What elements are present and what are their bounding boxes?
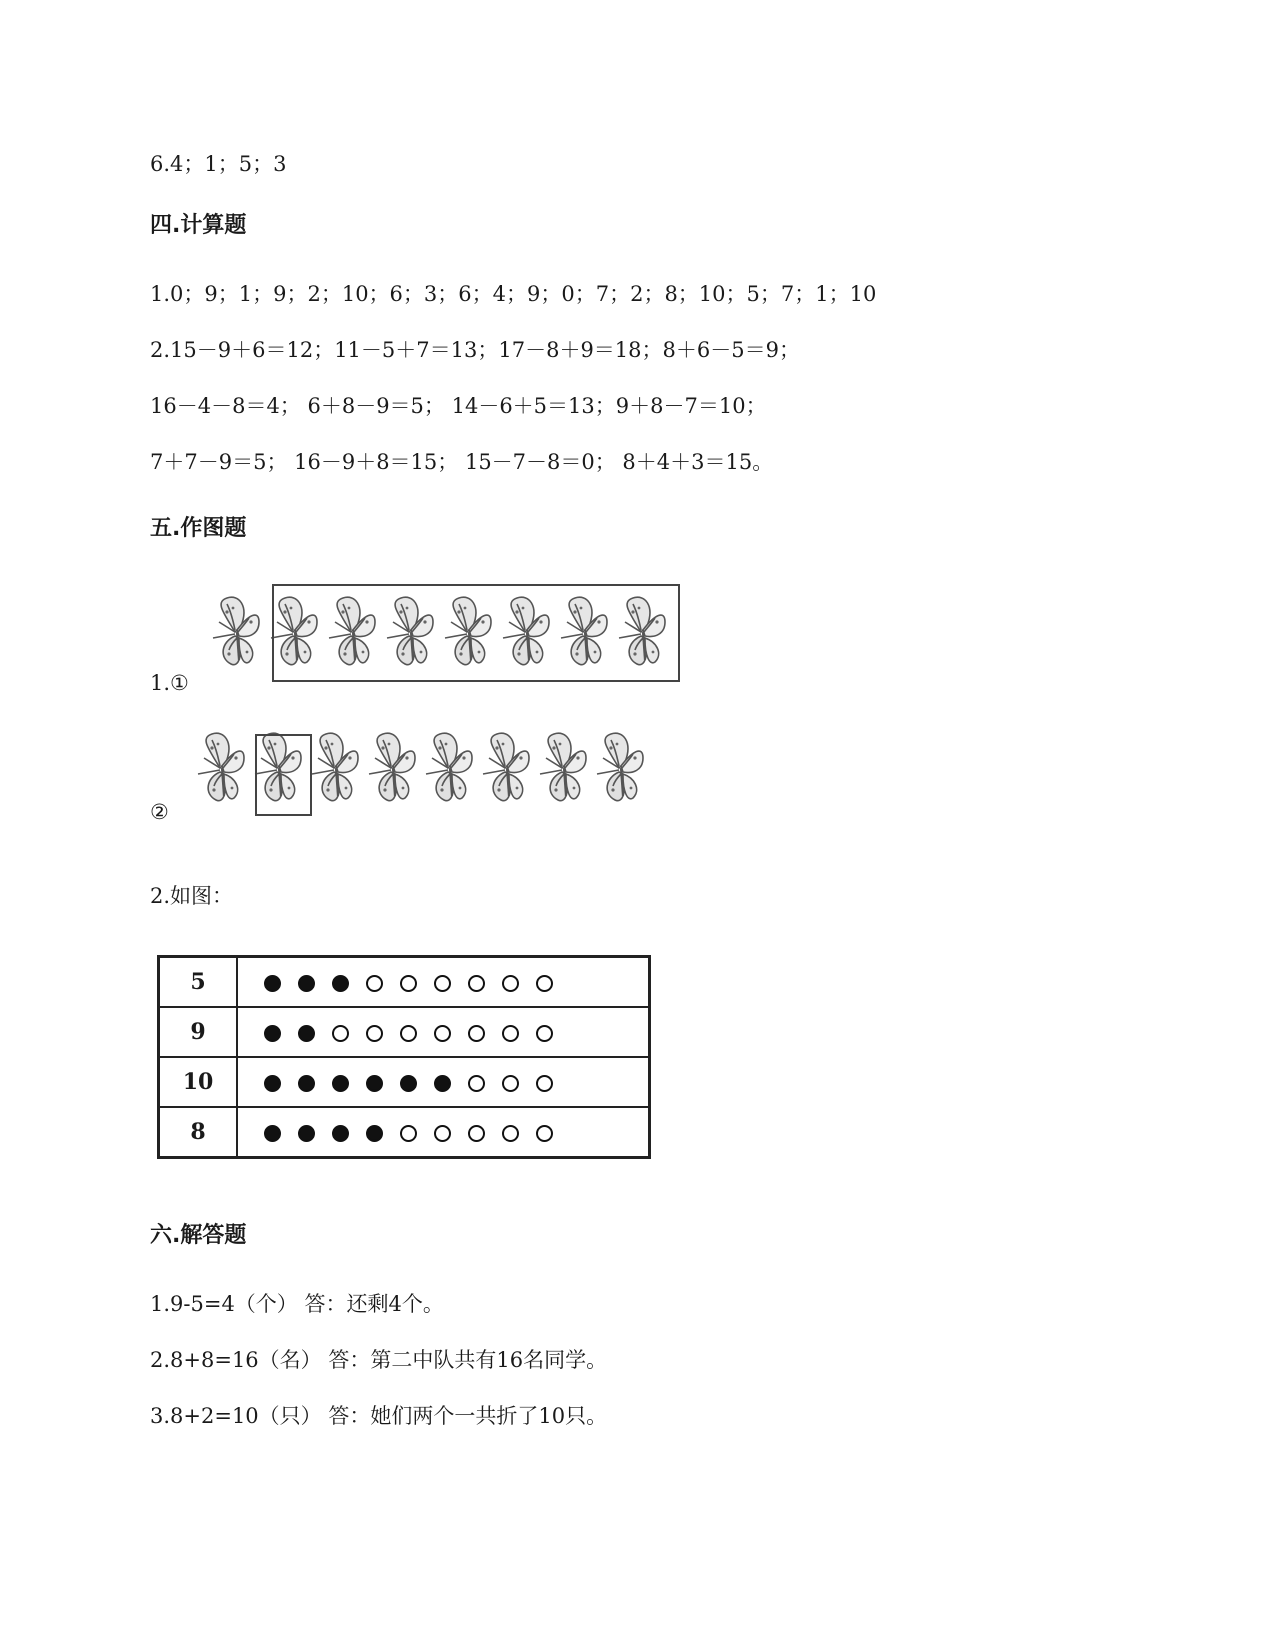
dot-table-row: [159, 1057, 650, 1107]
dot-cells: [237, 1057, 650, 1107]
filled-dot: [264, 1125, 281, 1142]
calc-answer-1: 1.0；9；1；9；2；10；6；3；6；4；9；0；7；2；8；10；5；7；1；10: [150, 282, 877, 306]
filled-dot: [332, 1125, 349, 1142]
butterfly-icon: [205, 592, 263, 670]
empty-dot: [502, 975, 519, 992]
butterfly-icon: [190, 728, 248, 806]
dot-table-row: [159, 1107, 650, 1158]
butterfly-icon: [361, 728, 419, 806]
empty-dot: [400, 1125, 417, 1142]
filled-dot: [298, 975, 315, 992]
butterfly-icon: [589, 728, 647, 806]
row-number: 5: [159, 957, 238, 1008]
empty-dot: [468, 1025, 485, 1042]
drawing-label-2: ②: [150, 800, 169, 824]
filled-dot: [298, 1125, 315, 1142]
filled-dot: [264, 1025, 281, 1042]
empty-dot: [366, 1025, 383, 1042]
row-number: 10: [159, 1057, 238, 1107]
empty-dot: [536, 1025, 553, 1042]
row-number: 8: [159, 1107, 238, 1158]
filled-dot: [366, 1075, 383, 1092]
empty-dot: [366, 975, 383, 992]
empty-dot: [502, 1075, 519, 1092]
filled-dot: [298, 1025, 315, 1042]
empty-dot: [536, 1075, 553, 1092]
selection-box-1: [272, 584, 680, 682]
empty-dot: [434, 975, 451, 992]
row-number: 9: [159, 1007, 238, 1057]
empty-dot: [434, 1025, 451, 1042]
filled-dot: [264, 975, 281, 992]
dot-table-row: [159, 957, 650, 1008]
empty-dot: [332, 1025, 349, 1042]
empty-dot: [536, 975, 553, 992]
drawing-label-1: 1.①: [150, 671, 189, 695]
butterfly-icon: [418, 728, 476, 806]
empty-dot: [468, 1075, 485, 1092]
selection-box-2: [255, 734, 312, 816]
calc-answer-2-line3: 7＋7－9＝5； 16－9＋8＝15； 15－7－8＝0； 8＋4＋3＝15。: [150, 450, 774, 474]
solve-answer-3: 3.8+2=10（只） 答：她们两个一共折了10只。: [150, 1404, 608, 1428]
dot-cells: [237, 1107, 650, 1158]
solve-answer-2: 2.8+8=16（名） 答：第二中队共有16名同学。: [150, 1348, 608, 1372]
dot-cells: [237, 1007, 650, 1057]
filled-dot: [264, 1075, 281, 1092]
empty-dot: [468, 975, 485, 992]
filled-dot: [332, 975, 349, 992]
empty-dot: [502, 1025, 519, 1042]
dot-cells: [237, 957, 650, 1008]
section-heading-solve: 六.解答题: [150, 1223, 247, 1248]
calc-answer-2-line1: 2.15－9＋6＝12；11－5＋7＝13；17－8＋9＝18；8＋6－5＝9；: [150, 338, 800, 362]
filled-dot: [298, 1075, 315, 1092]
drawing-label-q2: 2.如图：: [150, 884, 234, 908]
butterfly-icon: [304, 728, 362, 806]
empty-dot: [400, 975, 417, 992]
calc-answer-2-line2: 16－4－8＝4； 6＋8－9＝5； 14－6＋5＝13；9＋8－7＝10；: [150, 394, 767, 418]
dot-table: [157, 955, 651, 1159]
section-heading-calc: 四.计算题: [150, 213, 247, 238]
dot-table-row: [159, 1007, 650, 1057]
empty-dot: [536, 1125, 553, 1142]
filled-dot: [332, 1075, 349, 1092]
solve-answer-1: 1.9-5=4（个） 答：还剩4个。: [150, 1292, 444, 1316]
filled-dot: [366, 1125, 383, 1142]
filled-dot: [434, 1075, 451, 1092]
answer-line-6: 6.4；1；5；3: [150, 152, 287, 176]
empty-dot: [400, 1025, 417, 1042]
empty-dot: [434, 1125, 451, 1142]
butterfly-icon: [532, 728, 590, 806]
empty-dot: [468, 1125, 485, 1142]
empty-dot: [502, 1125, 519, 1142]
section-heading-drawing: 五.作图题: [150, 516, 247, 541]
butterfly-icon: [475, 728, 533, 806]
filled-dot: [400, 1075, 417, 1092]
